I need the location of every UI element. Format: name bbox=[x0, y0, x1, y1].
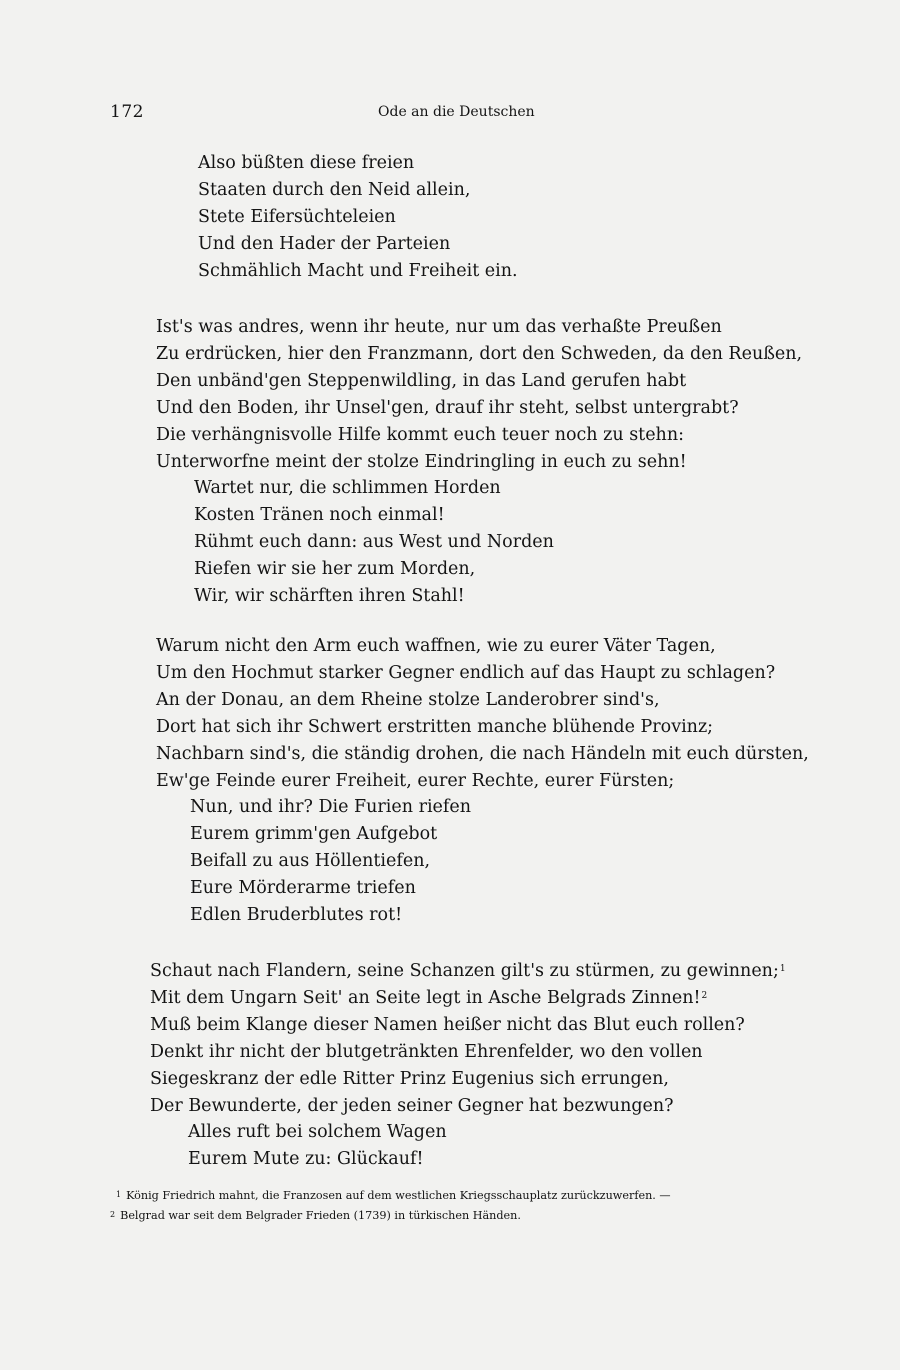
verse-line bbox=[150, 958, 786, 984]
verse-line: Wir, wir schärften ihren Stahl! bbox=[194, 586, 465, 606]
verse-line: Zu erdrücken, hier den Franzmann, dort den Schweden, da den Reußen, bbox=[156, 344, 803, 364]
footnote-reference: 2 bbox=[701, 991, 708, 1001]
footnote-mark: 1 bbox=[116, 1190, 122, 1199]
verse-line: Dort hat sich ihr Schwert erstritten manche blühende Provinz; bbox=[156, 717, 714, 737]
page-number: 172 bbox=[110, 102, 144, 122]
verse-line: Also büßten diese freien bbox=[198, 153, 415, 173]
verse-line: Den unbänd'gen Steppenwildling, in das Land gerufen habt bbox=[156, 371, 687, 391]
verse-line: Nachbarn sind's, die ständig drohen, die nach Händeln mit euch dürsten, bbox=[156, 744, 809, 764]
verse-line: Rühmt euch dann: aus West und Norden bbox=[194, 532, 554, 552]
verse-line: Unterworfne meint der stolze Eindringling in euch zu sehn! bbox=[156, 452, 687, 472]
verse-line: Warum nicht den Arm euch waffnen, wie zu eurer Väter Tagen, bbox=[156, 636, 716, 656]
footnote-2 bbox=[110, 1208, 521, 1224]
verse-line: Und den Boden, ihr Unsel'gen, drauf ihr steht, selbst untergrabt? bbox=[156, 398, 739, 418]
verse-line: Eurem Mute zu: Glückauf! bbox=[188, 1149, 424, 1169]
verse-line: Muß beim Klange dieser Namen heißer nicht das Blut euch rollen? bbox=[150, 1015, 745, 1035]
verse-line: Wartet nur, die schlimmen Horden bbox=[194, 478, 501, 498]
verse-line: Eure Mörderarme triefen bbox=[190, 878, 416, 898]
running-title: Ode an die Deutschen bbox=[378, 104, 535, 120]
verse-line: Edlen Bruderblutes rot! bbox=[190, 905, 403, 925]
footnote-1 bbox=[116, 1188, 671, 1204]
verse-line: An der Donau, an dem Rheine stolze Landerobrer sind's, bbox=[156, 690, 660, 710]
verse-line: Beifall zu aus Höllentiefen, bbox=[190, 851, 431, 871]
footnote-mark: 2 bbox=[110, 1210, 116, 1219]
verse-line: Alles ruft bei solchem Wagen bbox=[188, 1122, 447, 1142]
verse-line: Die verhängnisvolle Hilfe kommt euch teuer noch zu stehn: bbox=[156, 425, 684, 445]
verse-line: Denkt ihr nicht der blutgetränkten Ehrenfelder, wo den vollen bbox=[150, 1042, 703, 1062]
footnote-text: Belgrad war seit dem Belgrader Frieden (1739) in türkischen Händen. bbox=[120, 1209, 521, 1222]
footnote-text: König Friedrich mahnt, die Franzosen auf dem westlichen Kriegsschauplatz zurückzuwerfen. — bbox=[126, 1189, 671, 1202]
verse-line: Staaten durch den Neid allein, bbox=[198, 180, 471, 200]
verse-line: Riefen wir sie her zum Morden, bbox=[194, 559, 476, 579]
verse-line: Um den Hochmut starker Gegner endlich auf das Haupt zu schlagen? bbox=[156, 663, 776, 683]
verse-line: Schmählich Macht und Freiheit ein. bbox=[198, 261, 518, 281]
verse-line: Ist's was andres, wenn ihr heute, nur um das verhaßte Preußen bbox=[156, 317, 722, 337]
verse-line: Eurem grimm'gen Aufgebot bbox=[190, 824, 438, 844]
verse-line: Stete Eifersüchteleien bbox=[198, 207, 396, 227]
verse-line: Kosten Tränen noch einmal! bbox=[194, 505, 445, 525]
verse-text: Mit dem Ungarn Seit' an Seite legt in Asche Belgrads Zinnen! bbox=[150, 988, 701, 1008]
verse-line: Ew'ge Feinde eurer Freiheit, eurer Rechte, eurer Fürsten; bbox=[156, 771, 675, 791]
footnote-reference: 1 bbox=[779, 964, 786, 974]
verse-text: Schaut nach Flandern, seine Schanzen gilt's zu stürmen, zu gewinnen; bbox=[150, 961, 779, 981]
verse-line bbox=[150, 985, 707, 1011]
verse-line: Siegeskranz der edle Ritter Prinz Eugenius sich errungen, bbox=[150, 1069, 669, 1089]
verse-line: Der Bewunderte, der jeden seiner Gegner hat bezwungen? bbox=[150, 1096, 674, 1116]
verse-line: Nun, und ihr? Die Furien riefen bbox=[190, 797, 471, 817]
verse-line: Und den Hader der Parteien bbox=[198, 234, 451, 254]
